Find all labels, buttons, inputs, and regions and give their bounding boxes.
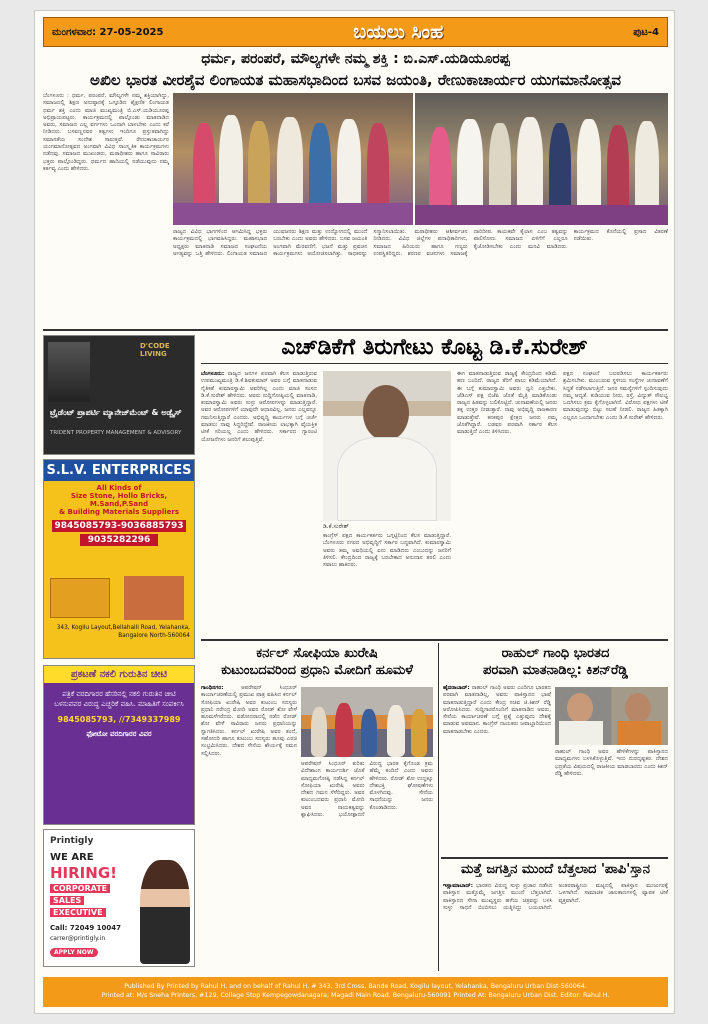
story2-body: ರಾಜ್ಯದ ಜನಗಳ ಪರವಾಗಿ ಕೆಲಸ ಮಾಡುತ್ತಿರುವ ಉಪಮುಖ್ಯಮಂತ್ರಿ ಡಿ.ಕೆ.ಶಿವಕುಮಾರ್ ಅವರ ಬಗ್ಗೆ ಮಾತನಾಡುವ ನೈತಿಕತೆ ಕುಮಾರಸ್ವಾಮಿ ಅವರಿಗಿಲ್ಲ ಎಂದು ಮಾಜಿ ಸಂಸದ ಡಿ.ಕೆ.ಸುರೇಶ್ ಹೇಳಿದರು. <box>201 371 317 399</box>
story4-dateline: ಹೈದರಾಬಾದ್: <box>443 685 470 691</box>
story3-photo <box>301 687 433 757</box>
dcode-brand: D'CODE LIVING <box>140 342 170 358</box>
story2-col4: ಪಕ್ಷದ ಸಂಘಟನೆ ಬಲಪಡಿಸಲು ಕಾರ್ಯಕರ್ತರು ಶ್ರಮಿಸಬೇಕು. ಮುಂಬರುವ ಸ್ಥಳೀಯ ಸಂಸ್ಥೆಗಳ ಚುನಾವಣೆಗೆ ಸಿದ್ಧತೆ ನಡೆಸಲಾಗುತ್ತಿದೆ. ಜನರ ಸಮಸ್ಯೆಗಳಿಗೆ ಸ್ಪಂದಿಸುವುದು ನಮ್ಮ ಆದ್ಯತೆ. ಕುಡಿಯುವ ನೀರು, ರಸ್ತೆ, ವಿದ್ಯುತ್ ಸೌಲಭ್ಯ ಒದಗಿಸಲು ಕ್ರಮ ಕೈಗೊಳ್ಳಲಾಗಿದೆ. ವಿರೋಧ ಪಕ್ಷಗಳು ಟೀಕೆ ಮಾಡುವುದನ್ನು ಬಿಟ್ಟು ಸಲಹೆ ನೀಡಲಿ. ರಾಜ್ಯದ ಹಿತಕ್ಕಾಗಿ ಎಲ್ಲರೂ ಒಂದಾಗಬೇಕು ಎಂದು ಡಿ.ಕೆ.ಸುರೇಶ್ ಹೇಳಿದರು. <box>563 371 668 421</box>
recruiter-photo <box>140 860 190 964</box>
lead-headline-top: ಧರ್ಮ, ಪರಂಪರೆ, ಮೌಲ್ಯಗಳೇ ನಮ್ಮ ಶಕ್ತಿ : ಬಿ.ಎಸ್.ಯಡಿಯೂರಪ್ಪ <box>201 51 510 67</box>
lead-story-dateline: ಬೆಂಗಳೂರು : ಧರ್ಮ, ಪರಂಪರೆ, ಮೌಲ್ಯಗಳೇ ನಮ್ಮ ಶಕ್ತಿಯಾಗಿದ್ದು, ಸಮಾಜದಲ್ಲಿ ಶಿಕ್ಷಣ ಅನುಷ್ಠಾನಕ್ಕೆ ಒಗ್ಗೂಡಿದ ಶೈಕ್ಷಣಿಕ ಲಿಂಗಾಯತ ಧರ್ಮ ಶಕ್ತಿ ಎಂದು ಮಾಜಿ ಮುಖ್ಯಮಂತ್ರಿ ಬಿ.ಎಸ್.ಯಡಿಯೂರಪ್ಪ ಅಭಿಪ್ರಾಯಪಟ್ಟರು. <box>43 93 169 121</box>
slv-phone2: 9035282296 <box>80 534 158 546</box>
apply-now-button[interactable]: APPLY NOW <box>50 948 98 957</box>
truck-icon <box>50 578 110 618</box>
story4-photo <box>555 687 668 745</box>
story3-body: ಆಪರೇಷನ್ ಸಿಂಧೂರ್ ಕಾರ್ಯಾಚರಣೆಯಲ್ಲಿ ಪ್ರಮುಖ ಪಾತ್ರ ವಹಿಸಿದ ಕರ್ನಲ್ ಸೋಫಿಯಾ ಖುರೇಷಿ ಅವರ ಕುಟುಂಬ ಸದಸ್ಯರು ಪ್ರಧಾನಿ ನರೇಂದ್ರ ಮೋದಿ ಅವರ ರೋಡ್ ಶೋ ವೇಳೆ ಹೂಮಳೆಗರೆದರು. <box>201 685 297 721</box>
story5-rule <box>441 857 668 859</box>
hiring-email: carrer@printigly.in <box>50 935 106 942</box>
story5-body: ಭಾರತದ ವಿರುದ್ಧ ಸುಳ್ಳು ಪ್ರಚಾರ ನಡೆಸಿದ ಪಾಕಿಸ್ತಾನ ಮತ್ತೊಮ್ಮೆ ಜಗತ್ತಿನ ಮುಂದೆ ಬೆತ್ತಲಾಗಿದೆ. <box>443 883 553 897</box>
printigly-brand: Printigly <box>50 836 94 846</box>
story4-col1: ಹೈದರಾಬಾದ್: ರಾಹುಲ್ ಗಾಂಧಿ ಅವರು ಎಂದಿಗೂ ಭಾರತದ ಪರವಾಗಿ ಮಾತನಾಡಿಲ್ಲ, ಅವರು ಪಾಕಿಸ್ತಾನದ ಭಾಷೆ ಮಾತನಾಡುತ್ತಿದ್ದಾರೆ ಎಂದು ಕೇಂದ್ರ ಸಚಿವ ಜಿ.ಕಿಶನ್ ರೆಡ್ಡಿ ಆರೋಪಿಸಿದರು. ಸುದ್ದಿಗಾರರೊಂದಿಗೆ ಮಾತನಾಡಿದ ಅವರು, ಸೇನೆಯ ಕಾರ್ಯಾಚರಣೆ ಬಗ್ಗೆ ಪ್ರಶ್ನೆ ಎತ್ತುವುದು ದೇಶಕ್ಕೆ ಮಾಡುವ ಅವಮಾನ. ಕಾಂಗ್ರೆಸ್ ನಾಯಕರು ಜವಾಬ್ದಾರಿಯಿಂದ ಮಾತನಾಡಬೇಕು ಎಂದರು. <box>443 685 551 735</box>
slv-line2: Size Stone, Hollo Bricks, M.Sand,P.Sand <box>70 492 168 508</box>
imprint-footer <box>43 977 668 1007</box>
role-line3: EXECUTIVE <box>50 908 106 917</box>
notice-footer: ಫೋಟೋ ವರದಿಗಾರರ ವಿವರ <box>86 730 152 738</box>
story5-headline: ಮತ್ತೆ ಜಗತ್ತಿನ ಮುಂದೆ ಬೆತ್ತಲಾದ 'ಪಾಪಿ'ಸ್ತಾನ <box>461 862 650 877</box>
ad-fake-id-notice <box>43 665 195 825</box>
ad-trident[interactable] <box>43 335 195 455</box>
trident-subtitle: TRIDENT PROPERTY MANAGEMENT & ADVISORY <box>50 430 182 436</box>
story3-headline-line2: ಕುಟುಂಬದವರಿಂದ ಪ್ರಧಾನಿ ಮೋದಿಗೆ ಹೂಮಳೆ <box>221 663 413 678</box>
trident-title: ಟ್ರೈಡೆಂಟ್ ಪ್ರಾಪರ್ಟಿ ಮ್ಯಾನೇಜ್‌ಮೆಂಟ್ & ಅಡ್ವೈಸ್ <box>50 408 182 417</box>
story2-col1: ಬೆಂಗಳೂರು: ರಾಜ್ಯದ ಜನಗಳ ಪರವಾಗಿ ಕೆಲಸ ಮಾಡುತ್ತಿರುವ ಉಪಮುಖ್ಯಮಂತ್ರಿ ಡಿ.ಕೆ.ಶಿವಕುಮಾರ್ ಅವರ ಬಗ್ಗೆ ಮಾತನಾಡುವ ನೈತಿಕತೆ ಕುಮಾರಸ್ವಾಮಿ ಅವರಿಗಿಲ್ಲ ಎಂದು ಮಾಜಿ ಸಂಸದ ಡಿ.ಕೆ.ಸುರೇಶ್ ಹೇಳಿದರು. ಅವರು ಸುದ್ದಿಗೋಷ್ಠಿಯಲ್ಲಿ ಮಾತನಾಡಿ, ಕುಮಾರಸ್ವಾಮಿ ಅವರು ಸುಳ್ಳು ಆರೋಪಗಳನ್ನು ಮಾಡುತ್ತಿದ್ದಾರೆ. ಅವರ ಆರೋಪಗಳಿಗೆ ಯಾವುದೇ ಆಧಾರವಿಲ್ಲ. ಜನರು ಎಲ್ಲವನ್ನೂ ಗಮನಿಸುತ್ತಿದ್ದಾರೆ ಎಂದರು. ಅಭಿವೃದ್ಧಿ ಕಾರ್ಯಗಳ ಬಗ್ಗೆ ಚರ್ಚೆ ಮಾಡಲು ನಾವು ಸಿದ್ಧರಿದ್ದೇವೆ. ರಾಜಕೀಯ ಲಾಭಕ್ಕಾಗಿ ವೈಯಕ್ತಿಕ ಟೀಕೆ ಸರಿಯಲ್ಲ ಎಂದು ಹೇಳಿದರು. ಸರ್ಕಾರದ ಗ್ಯಾರಂಟಿ ಯೋಜನೆಗಳು ಜನರಿಗೆ ತಲುಪುತ್ತಿವೆ. <box>201 371 317 443</box>
hiring-call: Call: 72049 10047 <box>50 924 122 932</box>
story4-body: ರಾಹುಲ್ ಗಾಂಧಿ ಅವರು ಎಂದಿಗೂ ಭಾರತದ ಪರವಾಗಿ ಮಾತನಾಡಿಲ್ಲ, ಅವರು ಪಾಕಿಸ್ತಾನದ ಭಾಷೆ ಮಾತನಾಡುತ್ತಿದ್ದಾರೆ ಎಂದು ಕೇಂದ್ರ ಸಚಿವ ಜಿ.ಕಿಶನ್ ರೆಡ್ಡಿ ಆರೋಪಿಸಿದರು. <box>443 685 551 713</box>
story2-caption: ಡಿ.ಕೆ.ಸುರೇಶ್ <box>323 523 350 530</box>
column-divider <box>438 643 439 971</box>
lead-story-body: ಬೆಂಗಳೂರು : ಧರ್ಮ, ಪರಂಪರೆ, ಮೌಲ್ಯಗಳೇ ನಮ್ಮ ಶಕ್ತಿಯಾಗಿದ್ದು, ಸಮಾಜದಲ್ಲಿ ಶಿಕ್ಷಣ ಅನುಷ್ಠಾನಕ್ಕೆ ಒಗ್ಗೂಡಿದ ಶೈಕ್ಷಣಿಕ ಲಿಂಗಾಯತ ಧರ್ಮ ಶಕ್ತಿ ಎಂದು ಮಾಜಿ ಮುಖ್ಯಮಂತ್ರಿ ಬಿ.ಎಸ್.ಯಡಿಯೂರಪ್ಪ ಅಭಿಪ್ರಾಯಪಟ್ಟರು. ಕಾರ್ಯಕ್ರಮದಲ್ಲಿ ಪಾಲ್ಗೊಂಡು ಮಾತನಾಡಿದ ಅವರು, ಸಮಾಜದ ಎಲ್ಲ ವರ್ಗಗಳು ಒಂದಾಗಿ ಬಾಳಬೇಕು ಎಂದು ಕರೆ ನೀಡಿದರು. ಬಸವಣ್ಣನವರ ತತ್ವಗಳು ಇಂದಿಗೂ ಪ್ರಸ್ತುತವಾಗಿದ್ದು ಸಮಾನತೆಯ ಸಂದೇಶ ಸಾರುತ್ತವೆ. ರೇಣುಕಾಚಾರ್ಯರ ಯುಗಮಾನೋತ್ಸವದ ಅಂಗವಾಗಿ ವಿವಿಧ ಸಾಂಸ್ಕೃತಿಕ ಕಾರ್ಯಕ್ರಮಗಳು ನಡೆದವು. ಸಮಾಜದ ಮುಖಂಡರು, ಮಠಾಧೀಶರು ಹಾಗೂ ಸಾವಿರಾರು ಭಕ್ತರು ಪಾಲ್ಗೊಂಡಿದ್ದರು. ಧರ್ಮದ ಹಾದಿಯಲ್ಲಿ ನಡೆಯುವುದು ನಮ್ಮ ಕರ್ತವ್ಯ ಎಂದು ಹೇಳಿದರು. <box>43 93 169 172</box>
slv-address: 343, Kogilu Layout,Bellahalli Road, Yelahanka, Bangalore North-560064 <box>56 625 190 639</box>
role-line2: SALES <box>50 896 84 905</box>
story4-col2: ರಾಹುಲ್ ಗಾಂಧಿ ಅವರ ಹೇಳಿಕೆಗಳನ್ನು ಪಾಕಿಸ್ತಾನದ ಮಾಧ್ಯಮಗಳು ಬಳಸಿಕೊಳ್ಳುತ್ತಿವೆ. ಇದು ದುರದೃಷ್ಟಕರ. ದೇಶದ ಭದ್ರತೆಯ ವಿಷಯದಲ್ಲಿ ರಾಜಕೀಯ ಮಾಡಬಾರದು ಎಂದು ಕಿಶನ್ ರೆಡ್ಡಿ ಹೇಳಿದರು. <box>555 749 668 777</box>
story3-headline-line1: ಕರ್ನಲ್ ಸೋಫಿಯಾ ಖುರೇಷಿ <box>256 646 378 661</box>
lead-story-columns: ರಾಜ್ಯದ ವಿವಿಧ ಭಾಗಗಳಿಂದ ಆಗಮಿಸಿದ್ದ ಭಕ್ತರು ಕಾರ್ಯಕ್ರಮದಲ್ಲಿ ಭಾಗವಹಿಸಿದ್ದರು. ಮಹಾಸಭಾದ ಅಧ್ಯಕ್ಷರು ಮಾತನಾಡಿ ಸಮಾಜದ ಸಂಘಟನೆಯ ಅಗತ್ಯವನ್ನು ಒತ್ತಿ ಹೇಳಿದರು. ಲಿಂಗಾಯತ ಸಮಾಜದ ಯುವಜನರು ಶಿಕ್ಷಣ ಮತ್ತು ಉದ್ಯೋಗದಲ್ಲಿ ಮುಂದೆ ಬರಬೇಕು ಎಂದು ಅವರು ಹೇಳಿದರು. ಬಸವ ಜಯಂತಿ ಅಂಗವಾಗಿ ಮೆರವಣಿಗೆ, ಭಜನೆ ಮತ್ತು ಪ್ರವಚನ ಕಾರ್ಯಕ್ರಮಗಳು ಆಯೋಜಿಸಲಾಗಿತ್ತು. ಸಾಧಕರನ್ನು ಸನ್ಮಾನಿಸಲಾಯಿತು. ಮಠಾಧೀಶರು ಆಶೀರ್ವಚನ ನೀಡಿದರು. ವಿವಿಧ ಜಿಲ್ಲೆಗಳ ಪದಾಧಿಕಾರಿಗಳು, ಸಮಾಜದ ಹಿರಿಯರು ಹಾಗೂ ಗಣ್ಯರು ಉಪಸ್ಥಿತರಿದ್ದರು. ಶರಣರ ವಚನಗಳು ಸಮಾಜಕ್ಕೆ ದಾರಿದೀಪ. ಕಾಯಕವೇ ಕೈಲಾಸ ಎಂಬ ತತ್ವವನ್ನು ಪಾಲಿಸೋಣ. ಸಮಾಜದ ಏಳಿಗೆಗೆ ಎಲ್ಲರೂ ಕೈಜೋಡಿಸಬೇಕು ಎಂದು ಮನವಿ ಮಾಡಿದರು. ಕಾರ್ಯಕ್ರಮದ ಕೊನೆಯಲ್ಲಿ ಪ್ರಸಾದ ವಿತರಣೆ ನಡೆಯಿತು. <box>173 229 668 257</box>
bricks-icon <box>124 576 184 620</box>
lead-photo-2 <box>415 93 668 225</box>
ad-slv-enterprises[interactable] <box>43 459 195 659</box>
slv-name: S.L.V. ENTERPRICES <box>44 460 194 481</box>
imprint-line2: Printed at: M/s Sneha Printers, #129, Collage Stop Kempegowdanagara, Magadi Main Road, Bengaluru-560091 Printed At: Bengaluru Urban Dist. Editor: Rahul H. <box>101 992 610 999</box>
lead-photo-1 <box>173 93 413 225</box>
hiring-line1: WE ARE <box>50 852 94 863</box>
story2-col3: ಈಗ ಮಾತನಾಡುತ್ತಿರುವ ರಾಜ್ಯಕ್ಕೆ ಕೇಂದ್ರದಿಂದ ಕಡಿಮೆ ಹಣ ಬಂದಿದೆ. ರಾಜ್ಯದ ತೆರಿಗೆ ಪಾಲು ಕಡಿಮೆಯಾಗಿದೆ. ಈ ಬಗ್ಗೆ ಕುಮಾರಸ್ವಾಮಿ ಅವರು ಧ್ವನಿ ಎತ್ತಬೇಕು. ಜೆಡಿಎಸ್ ಪಕ್ಷ ಬಿಜೆಪಿ ಜೊತೆ ಮೈತ್ರಿ ಮಾಡಿಕೊಂಡು ರಾಜ್ಯದ ಹಿತವನ್ನು ಬಲಿಕೊಟ್ಟಿದೆ. ಚುನಾವಣೆಯಲ್ಲಿ ಜನರು ತಕ್ಕ ಉತ್ತರ ನೀಡುತ್ತಾರೆ. ನಾವು ಅಭಿವೃದ್ಧಿ ರಾಜಕಾರಣ ಮಾಡುತ್ತೇವೆ. ಕನಕಪುರ ಕ್ಷೇತ್ರದ ಜನರು ನಮ್ಮ ಜೊತೆಗಿದ್ದಾರೆ. ಬಡವರ ಪರವಾಗಿ ಸರ್ಕಾರ ಕೆಲಸ ಮಾಡುತ್ತಿದೆ ಎಂದು ತಿಳಿಸಿದರು. <box>457 371 557 436</box>
notice-title: ಪ್ರಕಟಣೆ ನಕಲಿ ಗುರುತಿನ ಚೀಟಿ <box>44 666 194 683</box>
hiring-line2: HIRING! <box>50 864 117 882</box>
issue-date: ಮಂಗಳವಾರ: 27-05-2025 <box>52 26 164 38</box>
story2-col2: ಕಾಂಗ್ರೆಸ್ ಪಕ್ಷದ ಕಾರ್ಯಕರ್ತರು ಒಗ್ಗಟ್ಟಿನಿಂದ ಕೆಲಸ ಮಾಡುತ್ತಿದ್ದಾರೆ. ಬೆಂಗಳೂರು ನಗರದ ಅಭಿವೃದ್ಧಿಗೆ ಸರ್ಕಾರ ಬದ್ಧವಾಗಿದೆ. ಕುಮಾರಸ್ವಾಮಿ ಅವರು ತಮ್ಮ ಅವಧಿಯಲ್ಲಿ ಏನು ಮಾಡಿದರು ಎಂಬುದನ್ನು ಜನರಿಗೆ ತಿಳಿಸಲಿ. ಕೇಂದ್ರದಿಂದ ರಾಜ್ಯಕ್ಕೆ ಬರಬೇಕಾದ ಅನುದಾನ ತರಲಿ ಎಂದು ಸವಾಲು ಹಾಕಿದರು. <box>323 533 451 569</box>
story4-headline-line1: ರಾಹುಲ್ ಗಾಂಧಿ ಭಾರತದ <box>501 646 610 661</box>
story5-dateline: ಇಸ್ಲಾಮಾಬಾದ್: <box>443 883 473 889</box>
story2-photo <box>323 371 451 521</box>
story2-headline: ಎಚ್‌ಡಿಕೆಗೆ ತಿರುಗೇಟು ಕೊಟ್ಟ ಡಿ.ಕೆ.ಸುರೇಶ್ <box>281 335 588 360</box>
story-divider <box>201 639 668 641</box>
story2-dateline: ಬೆಂಗಳೂರು: <box>201 371 225 377</box>
paper-name: ಬಯಲು ಸಿಂಹ <box>353 21 444 43</box>
story3-col1: ಗಾಂಧಿನಗರ: ಆಪರೇಷನ್ ಸಿಂಧೂರ್ ಕಾರ್ಯಾಚರಣೆಯಲ್ಲಿ ಪ್ರಮುಖ ಪಾತ್ರ ವಹಿಸಿದ ಕರ್ನಲ್ ಸೋಫಿಯಾ ಖುರೇಷಿ ಅವರ ಕುಟುಂಬ ಸದಸ್ಯರು ಪ್ರಧಾನಿ ನರೇಂದ್ರ ಮೋದಿ ಅವರ ರೋಡ್ ಶೋ ವೇಳೆ ಹೂಮಳೆಗರೆದರು. ವಡೋದರಾದಲ್ಲಿ ನಡೆದ ರೋಡ್ ಶೋ ವೇಳೆ ಸಾವಿರಾರು ಜನರು ಪ್ರಧಾನಿಯನ್ನು ಸ್ವಾಗತಿಸಿದರು. ಕರ್ನಲ್ ಖುರೇಷಿ ಅವರ ತಂದೆ, ಸಹೋದರಿ ಹಾಗೂ ಕುಟುಂಬ ಸದಸ್ಯರು ಹೂವು ಎರಚಿ ಸಂಭ್ರಮಿಸಿದರು. ದೇಶದ ಸೇನೆಯ ಶೌರ್ಯಕ್ಕೆ ನಮನ ಸಲ್ಲಿಸಿದರು. <box>201 685 297 757</box>
story4-headline-line2: ಪರವಾಗಿ ಮಾತನಾಡಿಲ್ಲ: ಕಿಶನ್‌ರೆಡ್ಡಿ <box>482 663 629 678</box>
role-line1: CORPORATE <box>50 884 110 893</box>
masthead <box>43 17 668 47</box>
section-divider <box>43 329 668 331</box>
story3-dateline: ಗಾಂಧಿನಗರ: <box>201 685 224 691</box>
lead-headline-main: ಅಖಿಲ ಭಾರತ ವೀರಶೈವ ಲಿಂಗಾಯತ ಮಹಾಸಭಾದಿಂದ ಬಸವ ಜಯಂತಿ, ರೇಣುಕಾಚಾರ್ಯರ ಯುಗಮಾನೋತ್ಸವ <box>89 71 622 89</box>
story3-col2: ಆಪರೇಷನ್ ಸಿಂಧೂರ್ ಕುರಿತು ವಿದೇಶಾಂಗ ಕಾರ್ಯದರ್ಶಿ ಜೊತೆ ಮಾಧ್ಯಮಗೋಷ್ಠಿ ನಡೆಸಿದ್ದ ಕರ್ನಲ್ ಸೋಫಿಯಾ ಖುರೇಷಿ ಅವರು ದೇಶದ ಗಮನ ಸೆಳೆದಿದ್ದರು. ಅವರ ಕುಟುಂಬದವರು ಪ್ರಧಾನಿ ಮೋದಿ ಅವರ ನಾಯಕತ್ವವನ್ನು ಶ್ಲಾಘಿಸಿದರು. ಭಯೋತ್ಪಾದನೆ ವಿರುದ್ಧ ಭಾರತ ಕೈಗೊಂಡ ಕ್ರಮ ಹೆಮ್ಮೆ ತಂದಿದೆ ಎಂದು ಅವರು ಹೇಳಿದರು. ರೋಡ್ ಶೋ ಉದ್ದಕ್ಕೂ ದೇಶಭಕ್ತಿ ಘೋಷಣೆಗಳು ಮೊಳಗಿದವು. ಸೇನೆಯ ಸಾಧನೆಯನ್ನು ಜನರು ಕೊಂಡಾಡಿದರು. <box>301 761 433 819</box>
imprint-line1: Published By Printed by Rahul H, and on behalf of Rahul H, # 343, 3rd Cross, Bande Road, Kogilu layout, Yelahanka, Bengaluru Urban Dist-560064. <box>124 983 587 990</box>
notice-phone: 9845085793, //7349337989 <box>57 715 181 724</box>
slv-line1: All Kinds of <box>96 484 142 492</box>
slv-phone1: 9845085793-9036885793 <box>52 520 186 532</box>
newspaper-page <box>34 10 675 1014</box>
slv-line3: & Building Materials Suppliers <box>58 508 180 516</box>
story5-body-cols: ಇಸ್ಲಾಮಾಬಾದ್: ಭಾರತದ ವಿರುದ್ಧ ಸುಳ್ಳು ಪ್ರಚಾರ ನಡೆಸಿದ ಪಾಕಿಸ್ತಾನ ಮತ್ತೊಮ್ಮೆ ಜಗತ್ತಿನ ಮುಂದೆ ಬೆತ್ತಲಾಗಿದೆ. ಪಾಕಿಸ್ತಾನದ ಸೇನಾ ಮುಖ್ಯಸ್ಥರು ಹಳೆಯ ಚಿತ್ರವನ್ನು ಬಳಸಿ ಸುಳ್ಳು ಸಾಧನೆ ಬಿಂಬಿಸಲು ಯತ್ನಿಸಿದ್ದು ಬಯಲಾಗಿದೆ. ಅಂತರರಾಷ್ಟ್ರೀಯ ಮಟ್ಟದಲ್ಲಿ ಪಾಕಿಸ್ತಾನ ಮುಜುಗರಕ್ಕೆ ಒಳಗಾಗಿದೆ. ಸಾಮಾಜಿಕ ಜಾಲತಾಣಗಳಲ್ಲಿ ವ್ಯಾಪಕ ಟೀಕೆ ವ್ಯಕ್ತವಾಗಿದೆ. <box>443 883 668 911</box>
notice-body: ಪತ್ರಿಕೆ ವರದಿಗಾರರ ಹೆಸರಿನಲ್ಲಿ ನಕಲಿ ಗುರುತಿನ ಚೀಟಿ ಬಳಸುವವರ ವಿರುದ್ಧ ಎಚ್ಚರಿಕೆ ವಹಿಸಿ. ಮಾಹಿತಿಗೆ ಸಂಪರ್ಕಿಸಿ <box>54 690 184 708</box>
story2-rule <box>201 363 668 364</box>
page-number: ಪುಟ-4 <box>633 26 659 38</box>
ad-printigly-hiring[interactable] <box>43 829 195 967</box>
